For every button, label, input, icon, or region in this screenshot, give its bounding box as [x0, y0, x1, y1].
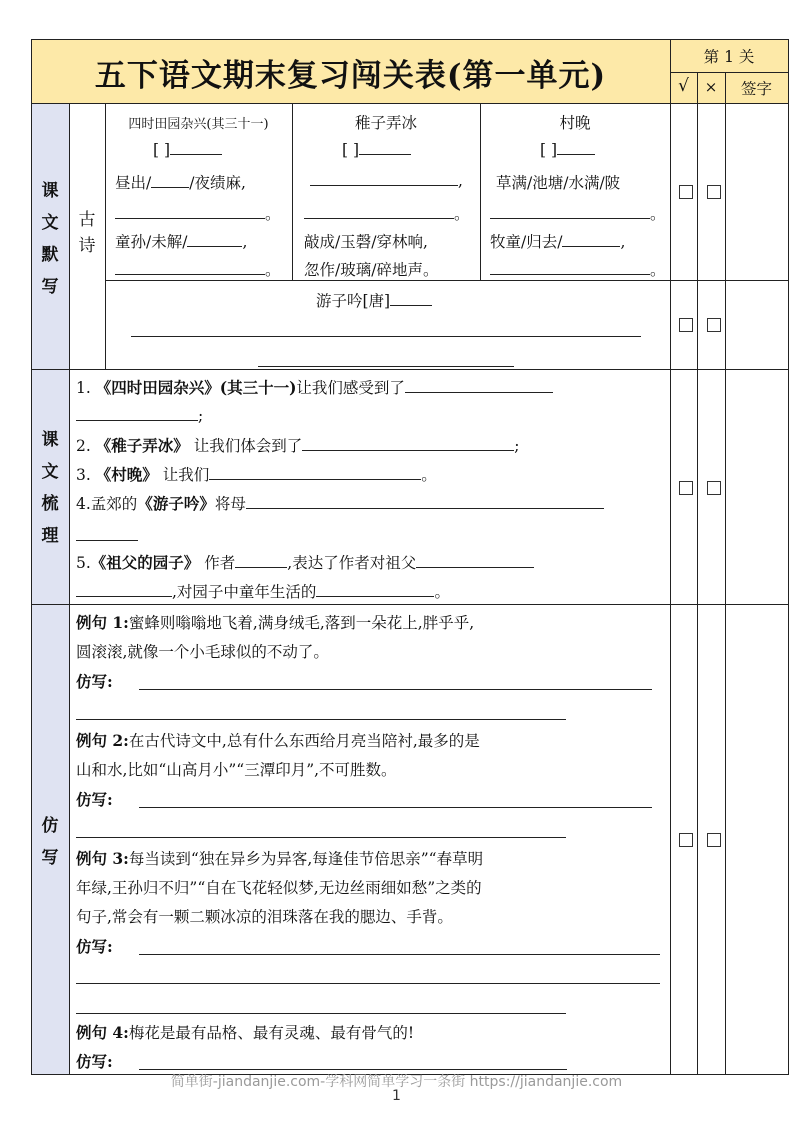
poem1-line3: 童孙/未解/ ,: [115, 233, 248, 251]
poem4-answer-line-1: [131, 336, 641, 337]
cross-box-sort[interactable]: [707, 481, 721, 495]
section-label-imitate: 仿写: [41, 816, 59, 868]
example-2-line-2: 山和水,比如“山高月小”“三潭印月”,不可胜数。: [76, 761, 397, 779]
example-3: 例句 3:每当读到“独在异乡为异客,每逢佳节倍思亲”“春草明: [76, 849, 484, 868]
poem4-title: 游子吟[唐]: [316, 289, 432, 311]
poem1-author: [ ]: [153, 140, 222, 159]
example-1: 例句 1:蜜蜂则嗡嗡地飞着,满身绒毛,落到一朵花上,胖乎乎,: [76, 613, 475, 632]
section-label-sort: 课文梳理: [41, 430, 59, 546]
sort-item-1: 1. 《四时田园杂兴》(其三十一)让我们感受到了: [76, 376, 553, 398]
cross-box-recite-poems[interactable]: [707, 185, 721, 199]
write-label-1: 仿写:: [76, 672, 113, 691]
write-line-1a: [139, 689, 652, 690]
example-1-line-2: 圆滚滚,就像一个小毛球似的不动了。: [76, 643, 329, 661]
write-line-2b: [76, 837, 566, 838]
check-box-recite-poems[interactable]: [679, 185, 693, 199]
poem3-title: 村晚: [559, 114, 591, 132]
poem1-line2: 。: [115, 202, 281, 224]
write-label-4: 仿写:: [76, 1052, 113, 1071]
sort-item-5: 5.《祖父的园子》 作者 ,表达了作者对祖父: [76, 551, 534, 573]
example-2: 例句 2:在古代诗文中,总有什么东西给月亮当陪衬,最多的是: [76, 731, 480, 750]
page-number: 1: [392, 1088, 401, 1104]
poem1-title: 四时田园杂兴(其三十一): [128, 117, 269, 132]
sign-header: 签字: [740, 80, 772, 98]
example-3-line-3: 句子,常会有一颗二颗冰凉的泪珠落在我的腮边、手背。: [76, 908, 453, 926]
poem4-answer-line-2: [258, 366, 514, 367]
poem3-line4: 。: [490, 258, 666, 280]
sort-item-4: 4.孟郊的《游子吟》将母: [76, 492, 604, 514]
poem3-line3: 牧童/归去/ ,: [490, 233, 626, 251]
write-label-3: 仿写:: [76, 937, 113, 956]
poem2-line2: 。: [304, 202, 470, 224]
poem2-line4: 忽作/玻璃/碎地声。: [304, 261, 439, 279]
poem3-line1: 草满/池塘/水满/陂: [496, 174, 621, 192]
poem1-line1: 昼出/ /夜绩麻,: [115, 174, 246, 192]
sort-item-1-cont: ;: [76, 406, 203, 425]
sort-item-3: 3. 《村晚》 让我们 。: [76, 465, 437, 484]
example-3-line-2: 年绿,王孙归不归”“自在飞花轻似梦,无边丝雨细如愁”之类的: [76, 879, 482, 897]
poem3-author: [ ]: [540, 140, 595, 159]
section-label-recite: 课文默写: [41, 181, 59, 297]
write-line-3c: [76, 1013, 566, 1014]
level-label: 第 1 关: [703, 48, 755, 66]
poem1-line4: 。: [115, 258, 281, 280]
write-line-3a: [139, 954, 660, 955]
cross-mark-header: ×: [704, 78, 718, 96]
example-4: 例句 4:梅花是最有品格、最有灵魂、最有骨气的!: [76, 1023, 415, 1042]
sort-item-4-cont: [76, 540, 138, 541]
check-box-imitate[interactable]: [679, 833, 693, 847]
write-line-1b: [76, 719, 566, 720]
write-label-2: 仿写:: [76, 790, 113, 809]
poem3-line2: 。: [490, 202, 666, 224]
footer-watermark: 简单街-jiandanjie.com-学科网简单学习一条街 https://jiandanjie.com: [170, 1074, 623, 1090]
poem2-line1: ,: [310, 171, 463, 190]
cross-box-recite-youziyin[interactable]: [707, 318, 721, 332]
check-box-sort[interactable]: [679, 481, 693, 495]
check-box-recite-youziyin[interactable]: [679, 318, 693, 332]
sort-item-5-cont: ,对园子中童年生活的 。: [76, 580, 450, 602]
cross-box-imitate[interactable]: [707, 833, 721, 847]
sort-item-2: 2. 《稚子弄冰》 让我们体会到了 ;: [76, 436, 520, 455]
write-line-3b: [76, 983, 660, 984]
ancient-poem-label: 古诗: [78, 210, 96, 256]
write-line-4a: [139, 1069, 567, 1070]
check-mark-header: √: [678, 76, 689, 96]
poem2-author: [ ]: [342, 140, 411, 159]
poem2-line3: 敲成/玉磬/穿林响,: [304, 233, 428, 251]
page-title: 五下语文期末复习闯关表(第一单元): [94, 58, 607, 94]
poem2-title: 稚子弄冰: [354, 114, 417, 132]
write-line-2a: [139, 807, 652, 808]
